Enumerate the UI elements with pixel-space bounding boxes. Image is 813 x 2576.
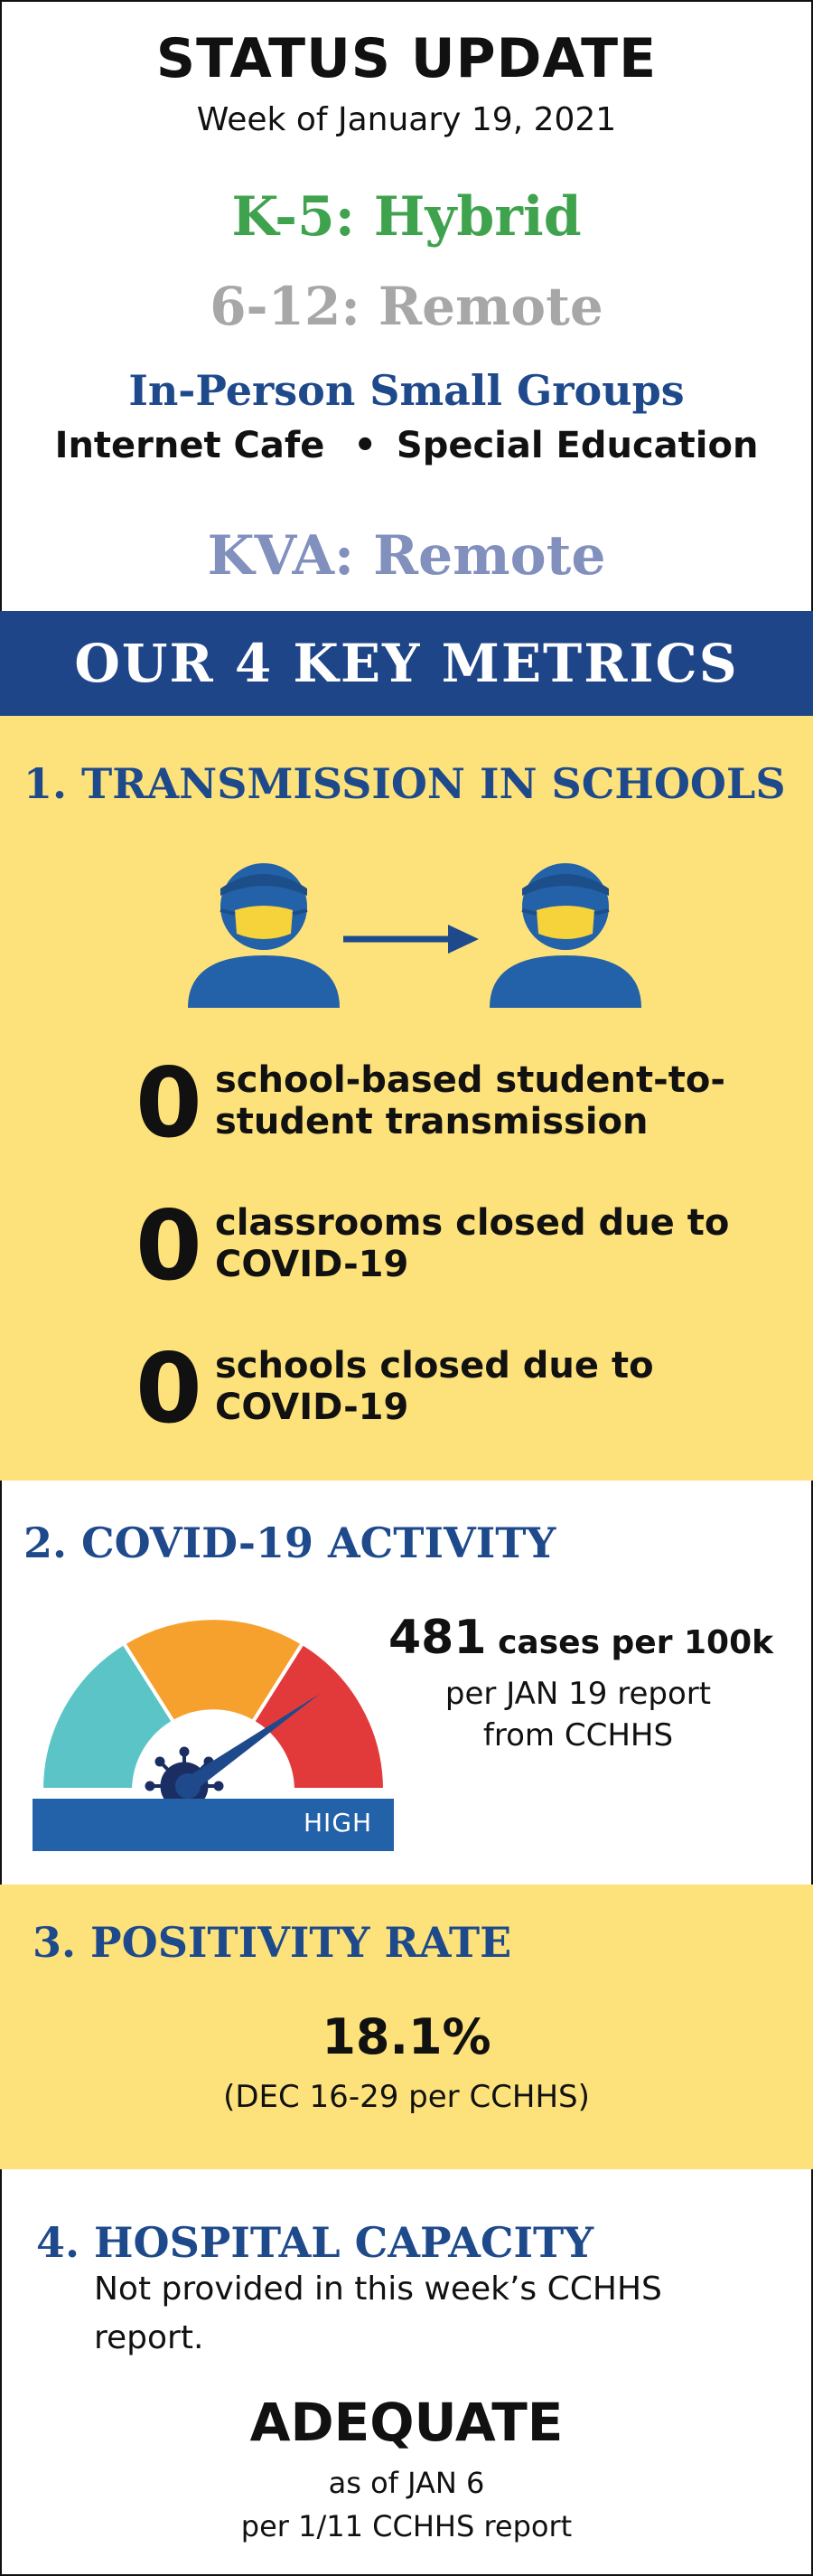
person-masked-icon (188, 863, 340, 1008)
hospital-title: 4. HOSPITAL CAPACITY (36, 2218, 594, 2267)
in-person-items (0, 425, 813, 466)
positivity-rate: 18.1% (322, 2008, 491, 2065)
covid-activity-title: 2. COVID-19 ACTIVITY (23, 1518, 556, 1567)
hospital-note-line-2: report. (94, 2319, 204, 2356)
page-title: STATUS UPDATE (155, 27, 658, 90)
hospital-source: per 1/11 CCHHS report (240, 2509, 573, 2543)
cases-value: 481 (388, 1611, 487, 1665)
hospital-note-line-1: Not provided in this week’s CCHHS (94, 2270, 662, 2308)
week-subtitle: Week of January 19, 2021 (196, 101, 617, 138)
metric-label: schools closed due to COVID-19 (215, 1345, 654, 1428)
hospital-status: ADEQUATE (249, 2392, 564, 2453)
transmission-illustration (181, 854, 650, 1017)
arrow-right-icon (343, 925, 479, 954)
person-masked-icon (490, 863, 641, 1008)
in-person-title: In-Person Small Groups (128, 366, 685, 415)
hospital-as-of: as of JAN 6 (328, 2466, 485, 2500)
cases-unit: cases per 100k (498, 1624, 774, 1661)
cases-per-100k (388, 1611, 773, 1665)
transmission-title: 1. TRANSMISSION IN SCHOOLS (23, 759, 786, 808)
gauge-level-label: HIGH (304, 1808, 373, 1838)
metric-value: 0 (136, 1333, 202, 1444)
metric-value: 0 (136, 1048, 202, 1159)
metric-value: 0 (136, 1190, 202, 1302)
k5-status: K-5: Hybrid (231, 185, 582, 249)
in-person-item-internet-cafe: Internet Cafe (54, 425, 325, 466)
metric-label: school-based student-to-student transmission (215, 1059, 725, 1142)
in-person-item-special-ed: Special Education (396, 425, 759, 466)
bullet-icon: • (353, 425, 377, 466)
kva-status: KVA: Remote (207, 524, 606, 588)
metric-label: classrooms closed due to COVID-19 (215, 1202, 730, 1285)
positivity-note: (DEC 16-29 per CCHHS) (223, 2079, 590, 2115)
positivity-title: 3. POSITIVITY RATE (33, 1918, 512, 1967)
grades-6-12-status: 6-12: Remote (210, 276, 603, 337)
report-line-1: per JAN 19 report (444, 1676, 712, 1712)
report-line-2: from CCHHS (482, 1717, 674, 1753)
metrics-banner-text: OUR 4 KEY METRICS (74, 633, 739, 694)
